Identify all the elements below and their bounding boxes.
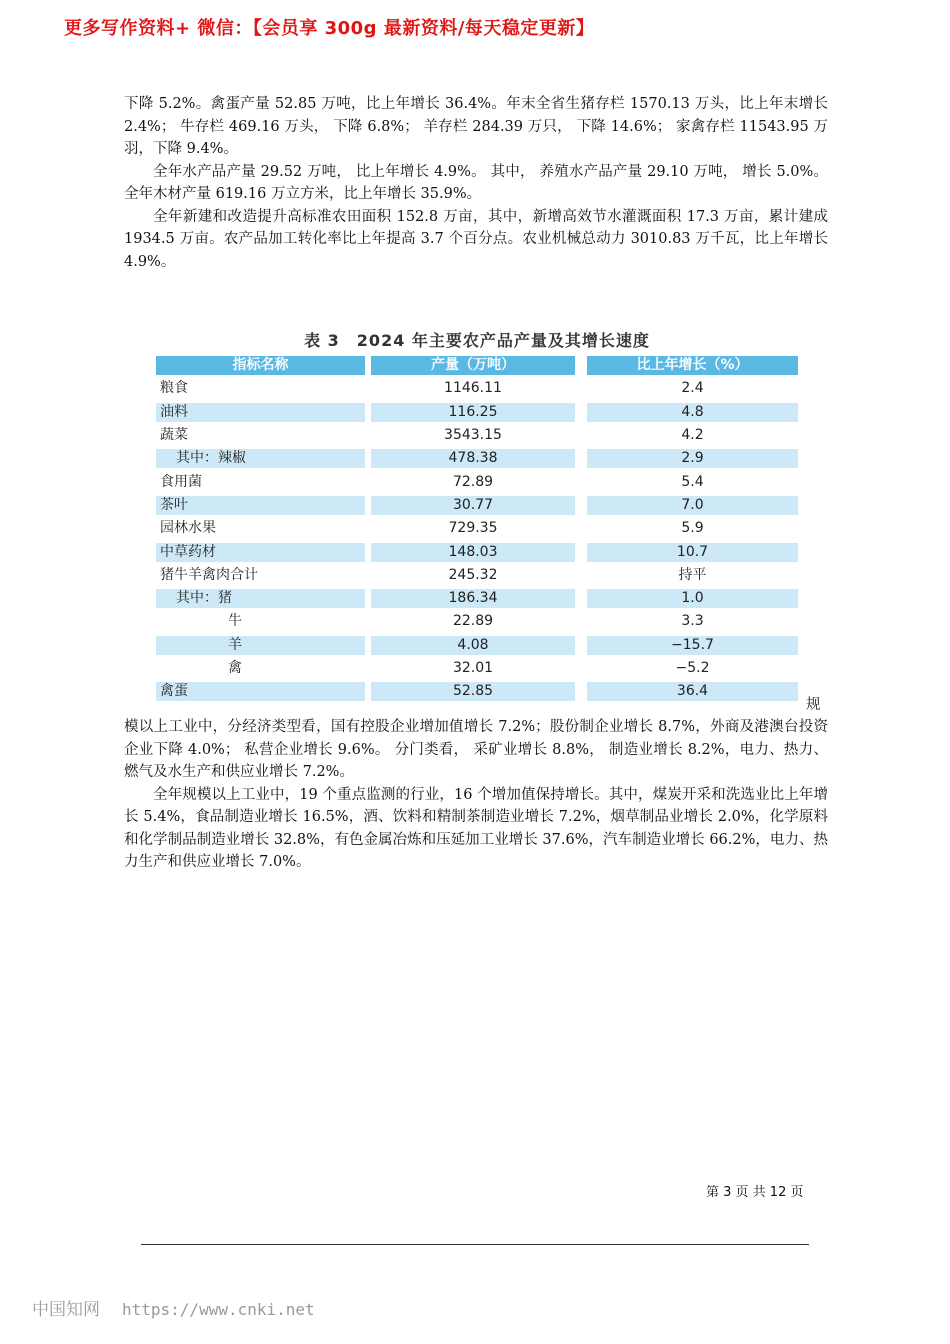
row-growth: 5.4 — [681, 473, 704, 490]
promo-banner: 更多写作资料+ 微信：【会员享 300g 最新资料/每天稳定更新】 — [64, 18, 595, 39]
row-output: 52.85 — [371, 682, 575, 701]
row-growth: 4.8 — [587, 403, 798, 422]
page-number: 第 3 页 共 12 页 — [706, 1185, 804, 1200]
table-row — [156, 517, 798, 540]
row-label: 牛 — [228, 613, 242, 630]
row-growth: 5.9 — [681, 520, 704, 537]
row-output: 3543.15 — [444, 427, 502, 444]
paragraph-industry-sectors: 全年规模以上工业中，19 个重点监测的行业，16 个增加值保持增长。其中，煤炭开采和洗选业比上年增长 5.4%，食品制造业增长 16.5%，酒、饮料和精制茶制造业增长 7.2%，烟草制品业增长 2.0%，化学原料和化学制品制造业增长 32.8%，有色金属冶炼和压延加工业增长 37.6%，汽车制造业增长 66.2%，电力、热力生产和供应业增长 7.0%。 — [124, 786, 828, 870]
table-row — [156, 610, 798, 633]
row-output: 729.35 — [448, 520, 498, 537]
row-output: 245.32 — [448, 566, 498, 583]
table-row — [156, 564, 798, 587]
row-label: 禽蛋 — [156, 682, 365, 701]
row-label: 其中：猪 — [156, 589, 365, 608]
header-growth: 比上年增长（%） — [587, 356, 798, 375]
header-output: 产量（万吨） — [371, 356, 575, 375]
row-label: 茶叶 — [156, 496, 365, 515]
row-output: 1146.11 — [444, 380, 502, 397]
table-title: 表 3 2024 年主要农产品产量及其增长速度 — [304, 331, 650, 350]
paragraph-aquatic: 全年水产品产量 29.52 万吨， 比上年增长 4.9%。 其中， 养殖水产品产量 29.10 万吨， 增长 5.0%。全年木材产量 619.16 万立方米，比上年增长 35.9%。 — [124, 163, 828, 202]
row-label: 中草药材 — [156, 543, 365, 562]
row-growth: 持平 — [678, 566, 707, 583]
row-label: 禽 — [228, 660, 242, 676]
row-label: 其中：辣椒 — [156, 449, 365, 468]
row-growth: 2.9 — [587, 449, 798, 468]
table-row — [156, 680, 798, 703]
row-output: 4.08 — [371, 636, 575, 655]
table-row — [156, 494, 798, 517]
body-text-top — [124, 93, 828, 273]
row-output: 32.01 — [452, 660, 494, 676]
row-label: 羊 — [156, 636, 365, 655]
row-label: 蔬菜 — [160, 427, 188, 444]
row-output: 186.34 — [371, 589, 575, 608]
row-label: 粮食 — [160, 380, 188, 397]
row-label: 食用菌 — [160, 473, 202, 490]
row-growth: 4.2 — [681, 427, 704, 444]
table-row — [156, 447, 798, 470]
row-label: 猪牛羊禽肉合计 — [160, 566, 258, 583]
watermark-brand: 中国知网 — [32, 1300, 100, 1320]
paragraph-farmland: 全年新建和改造提升高标准农田面积 152.8 万亩，其中，新增高效节水灌溉面积 17.3 万亩，累计建成 1934.5 万亩。农产品加工转化率比上年提高 3.7 个百分点。农业机械总动力 3010.83 万千瓦，比上年增长 4.9%。 — [124, 208, 828, 270]
row-growth: 3.3 — [681, 613, 704, 630]
table-row — [156, 377, 798, 400]
row-output: 478.38 — [371, 449, 575, 468]
row-growth: 1.0 — [587, 589, 798, 608]
table-row — [156, 401, 798, 424]
agri-products-table — [156, 354, 798, 703]
table-row — [156, 657, 798, 680]
cut-off-character: 规 — [806, 697, 821, 713]
row-output: 116.25 — [371, 403, 575, 422]
row-growth: −15.7 — [587, 636, 798, 655]
row-output: 148.03 — [371, 543, 575, 562]
row-growth: 10.7 — [587, 543, 798, 562]
paragraph-industry-types: 模以上工业中，分经济类型看，国有控股企业增加值增长 7.2%；股份制企业增长 8.7%，外商及港澳台投资企业下降 4.0%； 私营企业增长 9.6%。 分门类看， 采矿业增长 8.8%， 制造业增长 8.2%，电力、热力、燃气及水生产和供应业增长 7.2%。 — [124, 719, 828, 780]
row-output: 22.89 — [452, 613, 494, 630]
table-header-row — [156, 354, 798, 377]
footer-divider — [141, 1244, 809, 1245]
body-text-bottom — [124, 716, 828, 874]
watermark-url: https://www.cnki.net — [122, 1300, 315, 1319]
header-indicator: 指标名称 — [156, 356, 365, 375]
row-label: 园林水果 — [160, 520, 216, 537]
table-row — [156, 470, 798, 493]
row-growth: 7.0 — [587, 496, 798, 515]
row-output: 72.89 — [452, 473, 494, 490]
paragraph-livestock: 下降 5.2%。禽蛋产量 52.85 万吨，比上年增长 36.4%。年末全省生猪存栏 1570.13 万头，比上年末增长 2.4%； 牛存栏 469.16 万头， 下降 6.8%； 羊存栏 284.39 万只， 下降 14.6%； 家禽存栏 11543.95 万羽，下降 9.4%。 — [124, 96, 828, 157]
cnki-watermark — [32, 1295, 315, 1320]
row-growth: 36.4 — [587, 682, 798, 701]
row-label: 油料 — [156, 403, 365, 422]
table-row — [156, 587, 798, 610]
row-growth: −5.2 — [675, 660, 710, 676]
row-output: 30.77 — [371, 496, 575, 515]
row-growth: 2.4 — [681, 380, 704, 397]
table-row — [156, 634, 798, 657]
table-row — [156, 540, 798, 563]
table-row — [156, 424, 798, 447]
